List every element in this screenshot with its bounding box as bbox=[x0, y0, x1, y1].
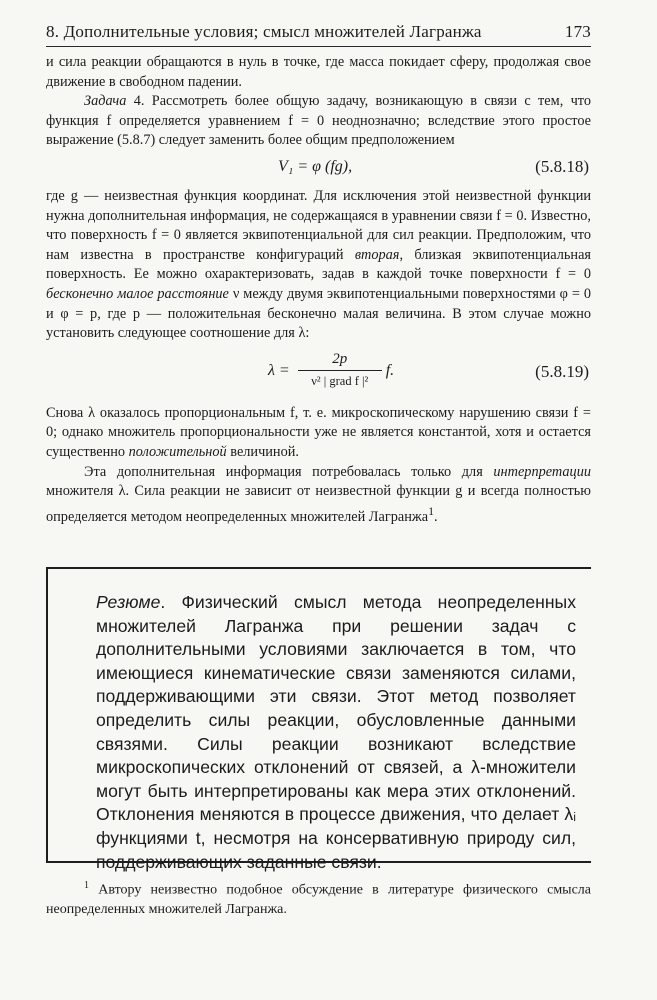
equation-2-tail: f. bbox=[385, 362, 395, 380]
p3-part-c: ν между двумя эквипотенциальными поверхностями φ = 0 и φ = p, где p — положительная бесконечно малая величина. В этом случае можно установить следующее соотношение для λ: bbox=[46, 285, 592, 342]
equation-1-number: (5.8.18) bbox=[535, 156, 589, 176]
paragraph-4 bbox=[46, 404, 591, 463]
p3-emphasis-1: вторая bbox=[354, 246, 400, 263]
summary-box bbox=[46, 567, 591, 872]
summary-text bbox=[96, 591, 576, 874]
task-label: Задача bbox=[84, 93, 127, 110]
footnote-mark: 1 bbox=[84, 880, 89, 891]
header-title: 8. Дополнительные условия; смысл множителей Лагранжа bbox=[46, 22, 482, 41]
equation-2-fraction bbox=[298, 350, 382, 392]
p4-part-a: Снова λ оказалось пропорциональным f, т. е. микроскопическому нарушению связи f = 0; однако множитель пропорциональности уже не является константой, хотя и остается существенно bbox=[46, 404, 591, 460]
equation-1-expression: V₁ = φ (fg), bbox=[278, 157, 353, 175]
p3-part-a: где g — неизвестная функция координат. Для исключения этой неизвестной функции нужна дополнительная информация, не содержащаяся в уравнении связи f = 0. Известно, что поверхность f = 0 является эквипотенциальной для сил реакции. Предположим, что нам известна в пространстве конфигураций bbox=[46, 187, 591, 263]
paragraph-1: и сила реакции обращаются в нуль в точке, где масса покидает сферу, продолжая свое движение в свободном падении. bbox=[46, 54, 591, 90]
equation-2-denominator: ν² | grad f |² bbox=[311, 374, 369, 389]
equation-5-8-19 bbox=[46, 348, 591, 402]
equation-5-8-18 bbox=[46, 155, 591, 185]
fraction-bar bbox=[298, 370, 382, 371]
equation-2-number: (5.8.19) bbox=[535, 361, 589, 381]
footnote bbox=[46, 876, 591, 920]
summary-label: Резюме bbox=[96, 592, 161, 612]
paragraph-5 bbox=[46, 463, 591, 528]
p5-part-b: множителя λ. Сила реакции не зависит от неизвестной функции g и всегда полностью определяется методом неопределенных множителей Лагранжа bbox=[46, 483, 591, 525]
p3-emphasis-2: бесконечно малое расстояние bbox=[46, 285, 229, 302]
p4-emphasis: положительной bbox=[128, 443, 227, 460]
summary-body: . Физический смысл метода неопределенных множителей Лагранжа при решении задач с дополнительными условиями заключается в том, что имеющиеся кинематические связи заменяются силами, поддерживающими эти связи. Этот метод позволяет определить силы реакции, обусловленные данными связями. Силы реакции возникают вследствие микроскопических отклонений от связей, а λ-множители могут быть интерпретированы как мера этих отклонений. Отклонения меняются в процессе движения, что делает λᵢ функциями t, несмотря на консервативную природу сил, поддерживающих заданные связи. bbox=[96, 592, 576, 872]
page bbox=[46, 22, 591, 527]
p3-part-b: , близкая эквипотенциальная поверхность. Ее можно охарактеризовать, задав в каждой точке поверхности f = 0 bbox=[46, 246, 591, 283]
page-number: 173 bbox=[564, 22, 591, 41]
p5-emphasis: интерпретации bbox=[493, 463, 591, 480]
equation-2-numerator: 2p bbox=[332, 350, 348, 367]
paragraph-task bbox=[46, 92, 591, 151]
p5-part-a: Эта дополнительная информация потребовалась только для bbox=[84, 463, 494, 480]
footnote-ref[interactable]: 1 bbox=[428, 503, 435, 518]
main-text bbox=[46, 53, 591, 527]
p5-part-c: . bbox=[434, 508, 438, 525]
equation-2-lhs: λ = bbox=[268, 362, 290, 380]
paragraph-3 bbox=[46, 187, 591, 344]
footnote-text: Автору неизвестно подобное обсуждение в литературе физического смысла неопределенных множителей Лагранжа. bbox=[46, 882, 591, 918]
task-text: 4. Рассмотреть более общую задачу, возникающую в связи с тем, что функция f определяется уравнением f = 0 неоднозначно; вследствие этого простое выражение (5.8.7) следует заменить более общим предположением bbox=[46, 93, 591, 149]
equation-2-expression bbox=[268, 350, 394, 392]
running-header bbox=[46, 22, 591, 47]
p4-part-b: величиной. bbox=[226, 443, 299, 460]
